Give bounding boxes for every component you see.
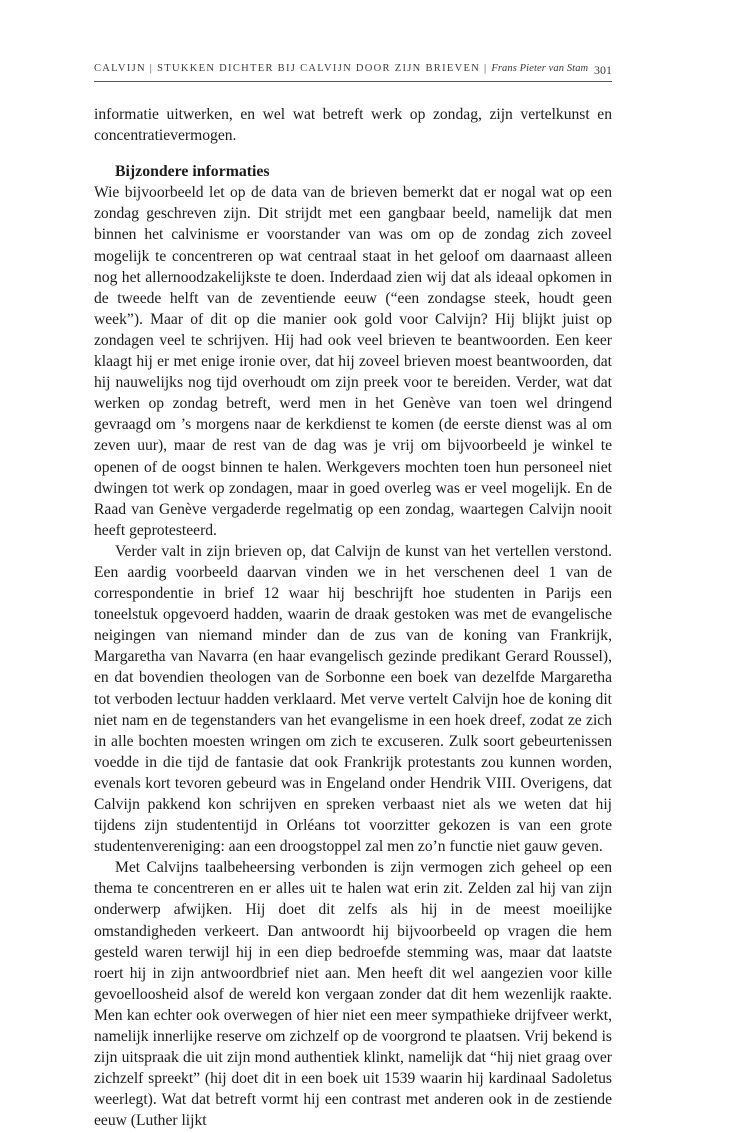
running-author: Frans Pieter van Stam bbox=[491, 63, 589, 74]
paragraph-working-on-sunday: Wie bijvoorbeeld let op de data van de brieven bemerkt dat er nogal wat op een zondag geschreven zijn. Dit strijdt met een gangbaar beeld, namelijk dat men binnen het calvinisme er voorstander van was om op de zondag zich zoveel mogelijk te concentreren op wat centraal staat in het geloof om daarnaast alleen nog het allernoodzakelijkste te doen. Inderdaad zien wij dat als ideaal opkomen in de tweede helft van de zeventiende eeuw (“een zondagse steek, houdt geen week”). Maar of dit op die manier ook gold voor Calvijn? Hij blijkt juist op zondagen veel te schrijven. Hij had ook veel brieven te beantwoorden. Een keer klaagt hij er met enige ironie over, dat hij zoveel brieven moest beantwoorden, dat hij nauwelijks nog tijd overhoudt om zijn preek voor te bereiden. Verder, wat dat werken op zondag betreft, werd men in het Genève van toen wel dringend gevraagd om ’s morgens naar de kerkdienst te komen (de eerste dienst was al om zeven uur), maar de rest van de dag was je vrij om bijvoorbeeld je winkel te openen of de oogst binnen te halen. Werkgevers mochten toen hun personeel niet dwingen tot werk op zondagen, maar in goed overleg was er veel mogelijk. En de Raad van Genève vergaderde regelmatig op een zondag, waartegen Calvijn nooit heeft geprotesteerd. bbox=[94, 184, 612, 539]
header-rule bbox=[94, 81, 612, 82]
body-text bbox=[94, 104, 612, 1132]
paragraph-concentration: Met Calvijns taalbeheersing verbonden is zijn vermogen zich geheel op een thema te concentreren en er alles uit te halen wat erin zit. Zelden zal hij van zijn onderwerp afwijken. Hij doet dit zelfs als hij in de meest moeilijke omstandigheden verkeert. Dan antwoordt hij bijvoorbeeld op vragen die hem gesteld waren terwijl hij in een diep bedroefde stemming was, maar dat laatste roert hij in zijn antwoordbrief niet aan. Men heeft dit wel aangezien voor kille gevoelloosheid alsof de wereld kon vergaan zonder dat dit hem wezenlijk raakte. Men kan echter ook overwegen of hier niet een meer sympathieke drijfveer werkt, namelijk innerlijke reserve om zichzelf op de voorgrond te plaatsen. Vrij bekend is zijn uitspraak die uit zijn mond authentiek klinkt, namelijk dat “hij niet graag over zichzelf spreekt” (hij doet dit in een boek uit 1539 waarin hij kardinaal Sadoletus weerlegt). Wat dat betreft vormt hij een contrast met anderen ook in de zestiende eeuw (Luther lijkt bbox=[94, 859, 612, 1130]
running-header bbox=[94, 61, 612, 81]
paragraph-continued: informatie uitwerken, en wel wat betreft werk op zondag, zijn vertelkunst en concentratievermogen. bbox=[94, 106, 612, 145]
section-heading: Bijzondere informaties bbox=[115, 163, 270, 181]
running-title-text: CALVIJN | STUKKEN DICHTER BIJ CALVIJN DOOR ZIJN BRIEVEN | bbox=[94, 63, 488, 74]
paragraph-storytelling: Verder valt in zijn brieven op, dat Calvijn de kunst van het vertellen verstond. Een aardig voorbeeld daarvan vinden we in het verschenen deel 1 van de correspondentie in brief 12 waar hij beschrijft hoe studenten in Parijs een toneelstuk opgevoerd hadden, waarin de draak gestoken was met de evangelische neigingen van niemand minder dan de zus van de koning van Frankrijk, Margaretha van Navarra (en haar evangelisch gezinde predikant Gerard Roussel), en dat bovendien theologen van de Sorbonne een boek van dezelfde Margaretha tot verboden lectuur hadden verklaard. Met verve vertelt Calvijn hoe de koning dit niet nam en de tegenstanders van het evangelisme in een hoek dreef, zodat ze zich in alle bochten moesten wringen om zich te excuseren. Zulk soort gebeurtenissen voedde in die tijd de fantasie dat ook Frankrijk protestants zou kunnen worden, evenals kort tevoren gebeurd was in Engeland onder Hendrik VIII. Overigens, dat Calvijn pakkend kon schrijven en spreken verbaast niet als we weten dat hij tijdens zijn studententijd in Orléans tot voorzitter gekozen is van een grote studentenvereniging: aan een droogstoppel zal men zo’n functie niet gauw geven. bbox=[94, 542, 612, 856]
page-number: 301 bbox=[594, 63, 612, 77]
running-title bbox=[94, 63, 588, 74]
